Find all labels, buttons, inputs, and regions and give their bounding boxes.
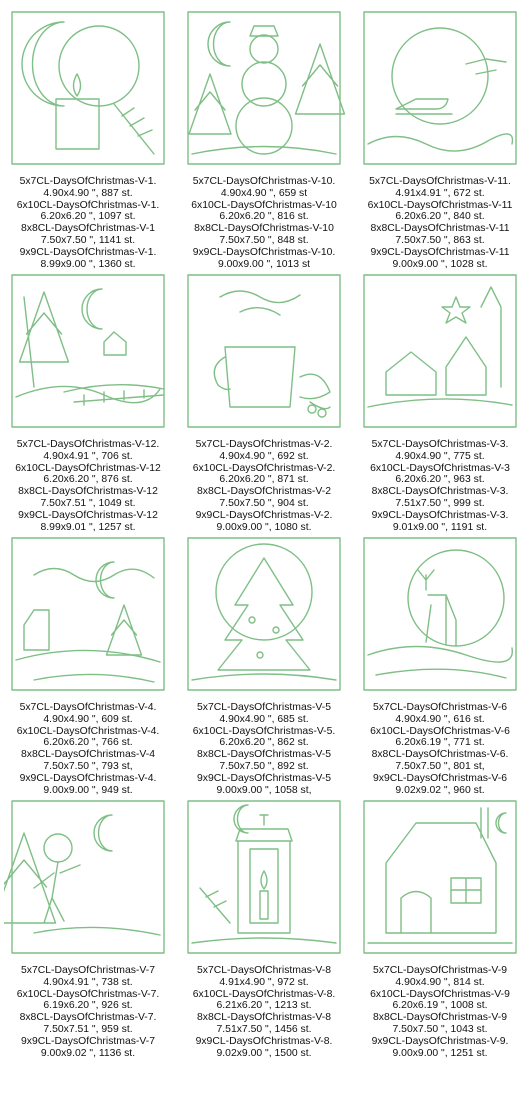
caption-line: 8x8CL-DaysOfChristmas-V-9 xyxy=(373,1012,507,1024)
caption-line: 8.99x9.00 ", 1360 st. xyxy=(40,258,136,270)
caption-line: 8x8CL-DaysOfChristmas-V-7. xyxy=(19,1012,157,1024)
caption-line: 9.00x9.00 ", 949 st. xyxy=(43,784,133,796)
caption-line: 9.00x9.00 ", 1013 st xyxy=(217,258,311,270)
design-caption xyxy=(352,702,528,796)
caption-line: 9.00x9.00 ", 1251 st. xyxy=(392,1047,488,1059)
design-thumbnail xyxy=(4,530,172,698)
design-caption xyxy=(352,439,528,533)
caption-line: 7.50x7.50 ", 801 st, xyxy=(395,760,485,772)
caption-line: 7.50x7.50 ", 892 st. xyxy=(219,760,309,772)
design-caption xyxy=(0,176,176,270)
design-caption xyxy=(176,439,352,533)
caption-line: 9.01x9.00 ", 1191 st. xyxy=(392,521,488,533)
caption-line: 9x9CL-DaysOfChristmas-V-3. xyxy=(371,509,509,521)
caption-line: 7.50x7.50 ", 863 st. xyxy=(395,234,485,246)
caption-line: 9x9CL-DaysOfChristmas-V-12 xyxy=(18,509,158,521)
caption-line: 6x10CL-DaysOfChristmas-V-3 xyxy=(370,462,510,474)
caption-line: 6x10CL-DaysOfChristmas-V-2. xyxy=(192,462,336,474)
caption-line: 8x8CL-DaysOfChristmas-V-8 xyxy=(197,1012,331,1024)
caption-line: 8x8CL-DaysOfChristmas-V-12 xyxy=(18,486,158,498)
caption-line: 9.02x9.02 ", 960 st. xyxy=(395,784,485,796)
caption-line: 8x8CL-DaysOfChristmas-V-6. xyxy=(371,749,509,761)
design-outline-image xyxy=(180,793,348,961)
caption-line: 4.90x4.90 ", 887 st. xyxy=(43,187,133,199)
design-caption xyxy=(176,702,352,796)
caption-line: 9x9CL-DaysOfChristmas-V-6 xyxy=(373,772,507,784)
caption-line: 9x9CL-DaysOfChristmas-V-2. xyxy=(195,509,333,521)
caption-line: 5x7CL-DaysOfChristmas-V-7 xyxy=(21,965,155,976)
design-outline-image xyxy=(356,4,524,172)
caption-line: 6.20x6.20 ", 862 st. xyxy=(219,737,309,749)
design-caption xyxy=(352,176,528,270)
caption-line: 6x10CL-DaysOfChristmas-V-6 xyxy=(370,725,510,737)
caption-line: 7.50x7.50 ", 793 st, xyxy=(43,760,133,772)
caption-line: 9x9CL-DaysOfChristmas-V-10. xyxy=(192,246,336,258)
caption-line: 7.50x7.51 ", 959 st. xyxy=(43,1023,133,1035)
caption-line: 6.20x6.19 ", 771 st. xyxy=(395,737,485,749)
caption-line: 4.91x4.91 ", 672 st. xyxy=(395,187,485,199)
design-card xyxy=(0,263,176,533)
caption-line: 5x7CL-DaysOfChristmas-V-2. xyxy=(195,439,333,450)
caption-line: 5x7CL-DaysOfChristmas-V-10. xyxy=(192,176,336,187)
caption-line: 9x9CL-DaysOfChristmas-V-11 xyxy=(370,246,510,258)
caption-line: 4.90x4.90 ", 659 st xyxy=(220,187,308,199)
caption-line: 5x7CL-DaysOfChristmas-V-8 xyxy=(197,965,331,976)
caption-line: 8x8CL-DaysOfChristmas-V-5 xyxy=(197,749,331,761)
caption-line: 9x9CL-DaysOfChristmas-V-1. xyxy=(19,246,157,258)
caption-line: 6x10CL-DaysOfChristmas-V-11 xyxy=(367,199,513,211)
caption-line: 5x7CL-DaysOfChristmas-V-4. xyxy=(19,702,157,713)
design-card xyxy=(0,526,176,796)
design-outline-image xyxy=(180,267,348,435)
design-outline-image xyxy=(4,267,172,435)
caption-line: 9x9CL-DaysOfChristmas-V-4. xyxy=(19,772,157,784)
design-outline-image xyxy=(4,530,172,698)
caption-line: 4.90x4.90 ", 609 st. xyxy=(43,713,133,725)
caption-line: 5x7CL-DaysOfChristmas-V-12. xyxy=(16,439,160,450)
design-thumbnail xyxy=(356,793,524,961)
design-caption xyxy=(176,965,352,1059)
caption-line: 4.90x4.90 ", 775 st. xyxy=(395,450,485,462)
design-card xyxy=(0,0,176,270)
caption-line: 7.51x7.50 ", 1456 st. xyxy=(216,1023,312,1035)
caption-line: 7.50x7.50 ", 848 st. xyxy=(219,234,309,246)
design-thumbnail xyxy=(356,4,524,172)
caption-line: 9x9CL-DaysOfChristmas-V-5 xyxy=(197,772,331,784)
caption-line: 5x7CL-DaysOfChristmas-V-5 xyxy=(197,702,331,713)
design-outline-image xyxy=(180,530,348,698)
caption-line: 4.90x4.90 ", 616 st. xyxy=(395,713,485,725)
caption-line: 6.20x6.20 ", 963 st. xyxy=(395,474,485,486)
caption-line: 6x10CL-DaysOfChristmas-V-7. xyxy=(16,988,160,1000)
caption-line: 9.00x9.00 ", 1058 st, xyxy=(216,784,312,796)
caption-line: 4.90x4.90 ", 692 st. xyxy=(219,450,309,462)
caption-line: 8x8CL-DaysOfChristmas-V-3. xyxy=(371,486,509,498)
caption-line: 9x9CL-DaysOfChristmas-V-8. xyxy=(195,1035,333,1047)
caption-line: 7.51x7.50 ", 999 st. xyxy=(395,497,485,509)
design-card xyxy=(176,263,352,533)
design-thumbnail xyxy=(180,267,348,435)
design-caption xyxy=(352,965,528,1059)
design-thumbnail xyxy=(4,4,172,172)
caption-line: 9x9CL-DaysOfChristmas-V-9. xyxy=(371,1035,509,1047)
caption-line: 6x10CL-DaysOfChristmas-V-5. xyxy=(192,725,336,737)
caption-line: 5x7CL-DaysOfChristmas-V-1. xyxy=(19,176,157,187)
caption-line: 6.20x6.20 ", 876 st. xyxy=(43,474,133,486)
design-card xyxy=(352,263,528,533)
caption-line: 8x8CL-DaysOfChristmas-V-4 xyxy=(21,749,155,761)
caption-line: 6x10CL-DaysOfChristmas-V-10 xyxy=(191,199,337,211)
caption-line: 5x7CL-DaysOfChristmas-V-11. xyxy=(369,176,511,187)
caption-line: 8x8CL-DaysOfChristmas-V-1 xyxy=(21,223,155,235)
caption-line: 6.20x6.20 ", 766 st. xyxy=(43,737,133,749)
design-thumbnail xyxy=(180,4,348,172)
caption-line: 6x10CL-DaysOfChristmas-V-9 xyxy=(370,988,510,1000)
caption-line: 8x8CL-DaysOfChristmas-V-2 xyxy=(197,486,331,498)
design-outline-image xyxy=(356,530,524,698)
caption-line: 6.20x6.20 ", 1097 st. xyxy=(40,211,136,223)
caption-line: 9.02x9.00 ", 1500 st. xyxy=(216,1047,312,1059)
design-caption xyxy=(0,965,176,1059)
design-thumbnail xyxy=(180,793,348,961)
caption-line: 9.00x9.00 ", 1080 st. xyxy=(216,521,312,533)
design-outline-image xyxy=(4,793,172,961)
design-thumbnail xyxy=(356,530,524,698)
caption-line: 6.20x6.20 ", 871 st. xyxy=(219,474,309,486)
caption-line: 6.19x6.20 ", 926 st. xyxy=(43,1000,133,1012)
caption-line: 7.50x7.50 ", 904 st. xyxy=(219,497,309,509)
caption-line: 5x7CL-DaysOfChristmas-V-9 xyxy=(373,965,507,976)
caption-line: 6.20x6.20 ", 840 st. xyxy=(395,211,485,223)
caption-line: 7.50x7.51 ", 1049 st. xyxy=(40,497,136,509)
design-card xyxy=(176,789,352,1059)
design-thumbnail xyxy=(4,267,172,435)
design-caption xyxy=(0,439,176,533)
design-outline-image xyxy=(356,267,524,435)
caption-line: 9x9CL-DaysOfChristmas-V-7 xyxy=(21,1035,155,1047)
caption-line: 6x10CL-DaysOfChristmas-V-12 xyxy=(15,462,161,474)
design-caption xyxy=(0,702,176,796)
caption-line: 4.90x4.91 ", 706 st. xyxy=(43,450,133,462)
caption-line: 4.90x4.90 ", 814 st. xyxy=(395,976,485,988)
caption-line: 5x7CL-DaysOfChristmas-V-6 xyxy=(373,702,507,713)
caption-line: 6.20x6.20 ", 816 st. xyxy=(219,211,309,223)
caption-line: 6x10CL-DaysOfChristmas-V-4. xyxy=(16,725,160,737)
design-outline-image xyxy=(356,793,524,961)
caption-line: 6x10CL-DaysOfChristmas-V-8. xyxy=(192,988,336,1000)
caption-line: 7.50x7.50 ", 1043 st. xyxy=(392,1023,488,1035)
design-outline-image xyxy=(4,4,172,172)
design-card xyxy=(352,526,528,796)
caption-line: 4.90x4.90 ", 685 st. xyxy=(219,713,309,725)
caption-line: 4.91x4.90 ", 972 st. xyxy=(219,976,309,988)
design-card xyxy=(352,789,528,1059)
design-caption xyxy=(176,176,352,270)
design-card xyxy=(0,789,176,1059)
caption-line: 9.00x9.00 ", 1028 st. xyxy=(392,258,488,270)
caption-line: 4.90x4.91 ", 738 st. xyxy=(43,976,133,988)
design-outline-image xyxy=(180,4,348,172)
caption-line: 6.21x6.20 ", 1213 st. xyxy=(216,1000,312,1012)
caption-line: 8.99x9.01 ", 1257 st. xyxy=(40,521,136,533)
design-card xyxy=(176,0,352,270)
design-thumbnail xyxy=(4,793,172,961)
design-card xyxy=(176,526,352,796)
caption-line: 8x8CL-DaysOfChristmas-V-11 xyxy=(370,223,510,235)
caption-line: 6x10CL-DaysOfChristmas-V-1. xyxy=(16,199,160,211)
caption-line: 6.20x6.19 ", 1008 st. xyxy=(392,1000,488,1012)
design-thumbnail xyxy=(356,267,524,435)
caption-line: 8x8CL-DaysOfChristmas-V-10 xyxy=(194,223,334,235)
design-card xyxy=(352,0,528,270)
design-thumbnail xyxy=(180,530,348,698)
caption-line: 7.50x7.50 ", 1141 st. xyxy=(40,234,136,246)
caption-line: 9.00x9.02 ", 1136 st. xyxy=(40,1047,136,1059)
caption-line: 5x7CL-DaysOfChristmas-V-3. xyxy=(371,439,509,450)
